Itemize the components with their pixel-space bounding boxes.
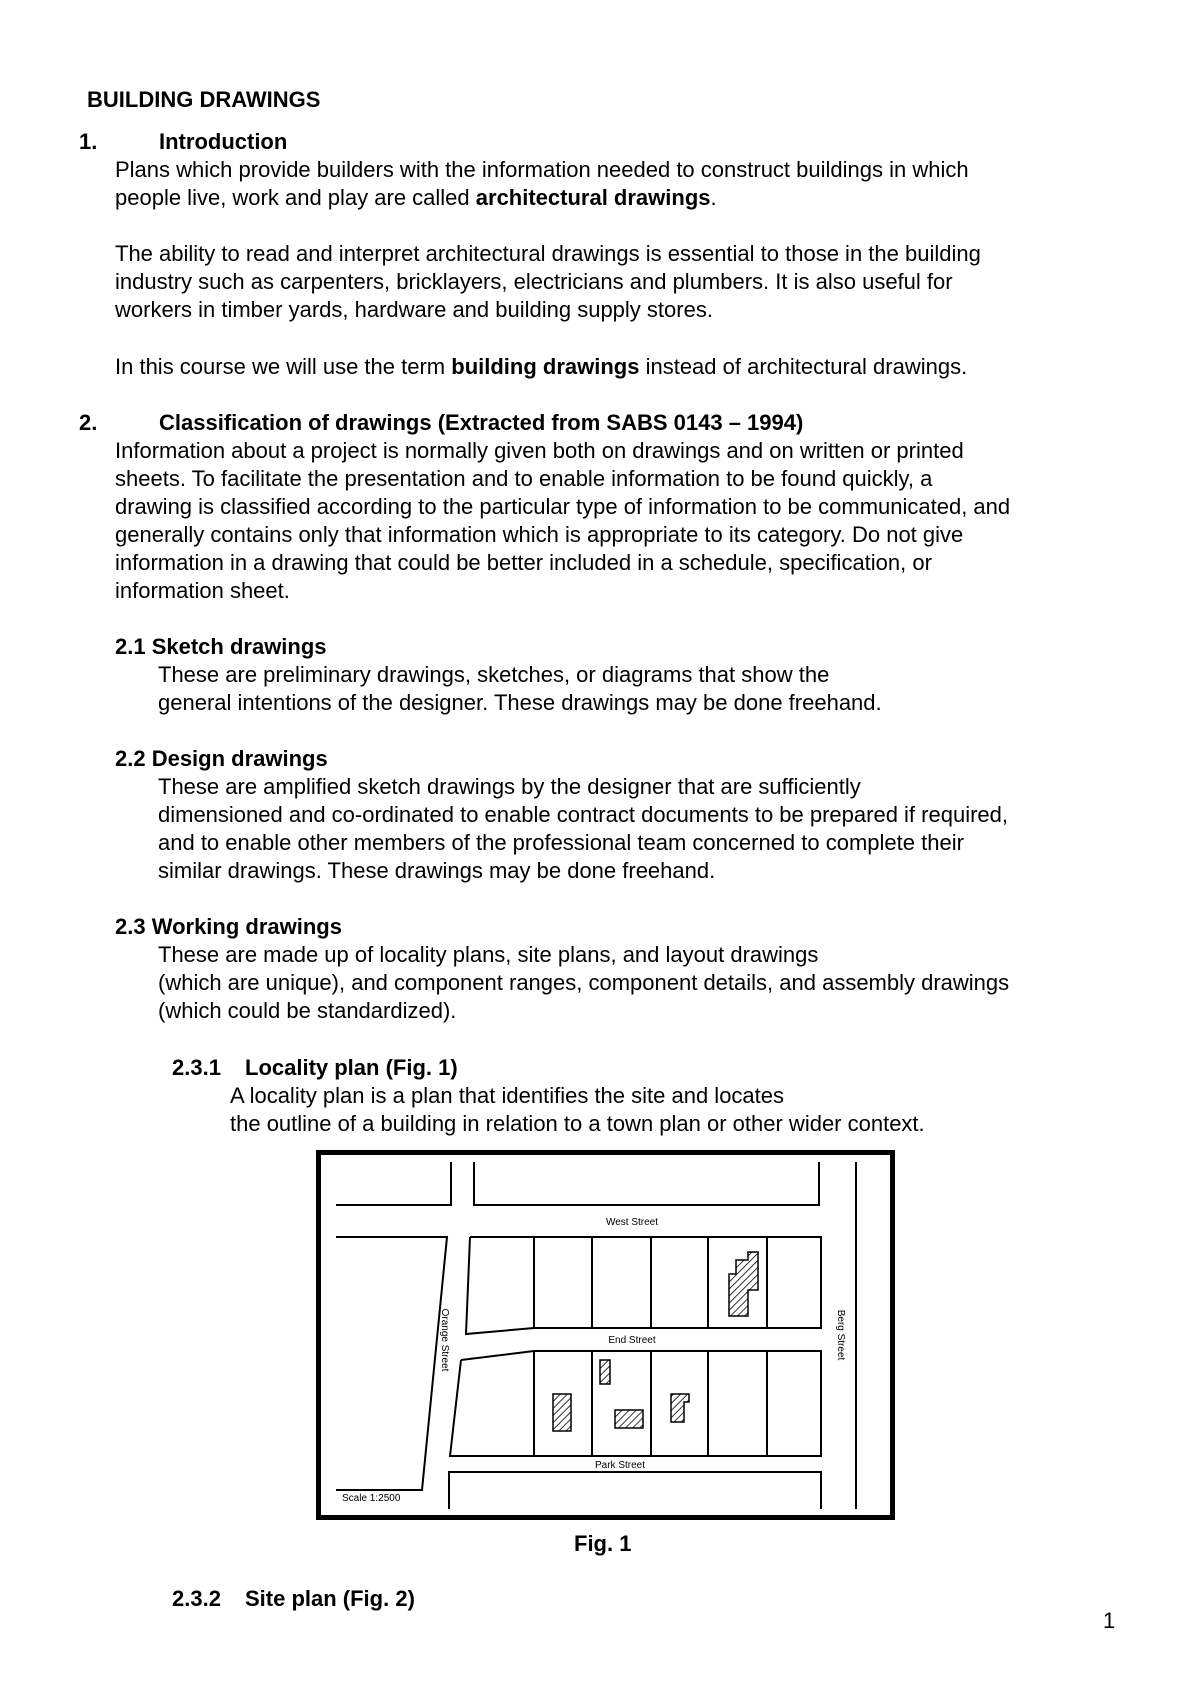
paragraph-line: The ability to read and interpret architectural drawings is essential to those in the building [115,241,981,266]
document-title: BUILDING DRAWINGS [87,87,321,112]
section-2-3-1-number: 2.3.1 [172,1055,221,1080]
section-1-number: 1. [79,129,98,154]
paragraph-line: and to enable other members of the professional team concerned to complete their [158,830,964,855]
paragraph-line: These are preliminary drawings, sketches, or diagrams that show the [158,662,830,687]
section-2-2-paragraph [158,773,1008,885]
term-building-drawings: building drawings [451,354,640,379]
end-street-label: End Street [608,1335,656,1346]
west-street-label: West Street [605,1217,659,1228]
section-2-3-paragraph [158,941,1009,1025]
paragraph-line: These are made up of locality plans, site plans, and layout drawings [158,942,819,967]
berg-street-label: Berg Street [835,1309,846,1361]
orange-street-label: Orange Street [439,1308,450,1372]
section-2-1-paragraph [158,661,882,717]
term-architectural-drawings: architectural drawings [475,185,711,210]
paragraph-line: similar drawings. These drawings may be done freehand. [158,858,716,883]
section-2-3-heading: 2.3 Working drawings [115,914,342,939]
paragraph-line: the outline of a building in relation to a town plan or other wider context. [230,1111,925,1136]
section-1-paragraph-1-line-2 [115,184,717,212]
section-1-heading: Introduction [159,129,288,154]
paragraph-line: These are amplified sketch drawings by the designer that are sufficiently [158,774,861,799]
section-2-3-1-paragraph [230,1082,925,1138]
park-street-label: Park Street [594,1460,646,1471]
paragraph-line: dimensioned and co-ordinated to enable contract documents to be prepared if required, [158,802,1008,827]
section-2-3-2-heading: Site plan (Fig. 2) [245,1586,415,1611]
text-run: people live, work and play are called [115,185,476,210]
paragraph-line: information in a drawing that could be better included in a schedule, specification, or [115,550,932,575]
section-1-paragraph-3 [115,353,967,381]
paragraph-line: drawing is classified according to the particular type of information to be communicated, and [115,494,1011,519]
figure-caption: Fig. 1 [574,1531,632,1556]
section-2-heading: Classification of drawings (Extracted from SABS 0143 – 1994) [159,410,804,435]
building-footprint [600,1360,610,1384]
paragraph-line: sheets. To facilitate the presentation and to enable information to be found quickly, a [115,466,933,491]
section-1-paragraph-1-line-1: Plans which provide builders with the information needed to construct buildings in which [115,157,969,182]
scale-label: Scale 1:2500 [342,1493,401,1504]
locality-plan-figure [316,1150,895,1520]
paragraph-line: (which could be standardized). [158,998,457,1023]
paragraph-line: Information about a project is normally given both on drawings and on written or printed [115,438,964,463]
section-2-number: 2. [79,410,98,435]
section-2-3-2-number: 2.3.2 [172,1586,221,1611]
section-2-3-1-heading: Locality plan (Fig. 1) [245,1055,458,1080]
paragraph-line: information sheet. [115,578,290,603]
text-run: In this course we will use the term [115,354,452,379]
paragraph-line: (which are unique), and component ranges, component details, and assembly drawings [158,970,1010,995]
building-footprint [615,1410,643,1428]
paragraph-line: workers in timber yards, hardware and building supply stores. [115,297,713,322]
section-1-paragraph-2 [115,240,981,324]
paragraph-line: generally contains only that information which is appropriate to its category. Do not give [115,522,964,547]
page-number: 1 [1103,1608,1116,1633]
building-footprint [553,1394,571,1431]
section-2-1-heading: 2.1 Sketch drawings [115,634,327,659]
text-run: instead of architectural drawings. [639,354,968,379]
paragraph-line: A locality plan is a plan that identifies the site and locates [230,1083,785,1108]
paragraph-line: general intentions of the designer. These drawings may be done freehand. [158,690,882,715]
section-2-paragraph [115,437,1010,605]
paragraph-line: industry such as carpenters, bricklayers, electricians and plumbers. It is also useful for [115,269,953,294]
section-2-2-heading: 2.2 Design drawings [115,746,328,771]
text-run: . [710,185,717,210]
